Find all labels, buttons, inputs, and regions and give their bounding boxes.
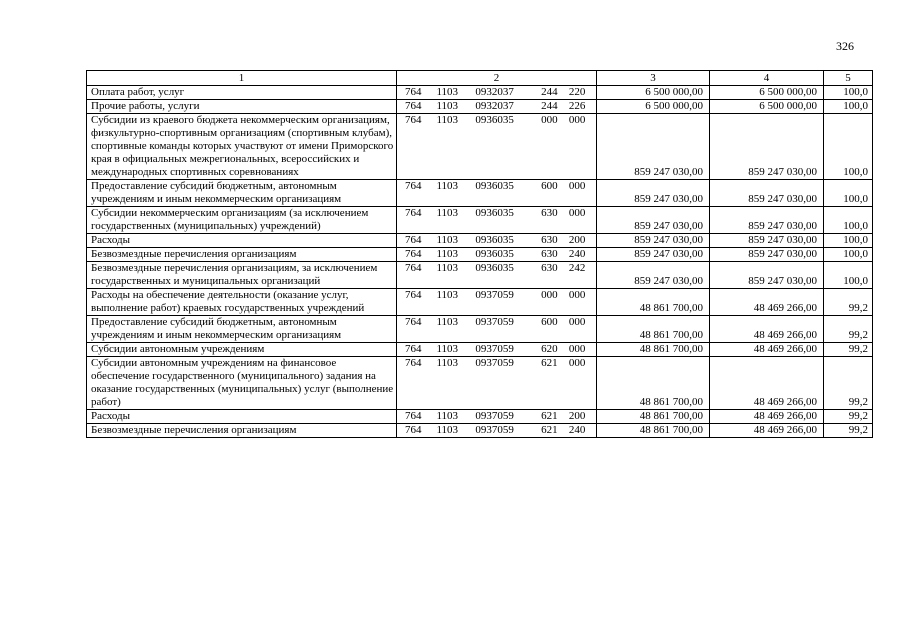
row-name-cell: Субсидии автономным учреждениям <box>87 343 397 357</box>
percent-cell: 100,0 <box>824 100 873 114</box>
executed-amount-cell: 859 247 030,00 <box>710 114 824 180</box>
planned-amount-cell: 859 247 030,00 <box>597 207 710 234</box>
row-name-cell: Расходы <box>87 410 397 424</box>
row-name-cell: Безвозмездные перечисления организациям <box>87 424 397 438</box>
budget-code: 764 <box>405 86 422 98</box>
page-number: 326 <box>836 39 854 53</box>
row-codes-cell <box>397 86 597 100</box>
row-name-cell: Оплата работ, услуг <box>87 86 397 100</box>
budget-code: 000 <box>568 316 586 328</box>
budget-code: 000 <box>568 114 586 126</box>
row-name-cell: Субсидии некоммерческим организациям (за исключением государственных (муниципальных) учреждений) <box>87 207 397 234</box>
row-codes-cell <box>397 289 597 316</box>
budget-code: 0932037 <box>475 100 514 112</box>
percent-cell: 100,0 <box>824 114 873 180</box>
budget-code: 630 <box>541 262 558 274</box>
percent-cell: 99,2 <box>824 410 873 424</box>
row-name-cell: Расходы на обеспечение деятельности (оказание услуг, выполнение работ) краевых государственных учреждений <box>87 289 397 316</box>
budget-code: 621 <box>541 357 558 369</box>
budget-code: 764 <box>405 424 422 436</box>
table-row <box>87 410 873 424</box>
row-codes-cell <box>397 357 597 410</box>
header-row <box>87 71 873 86</box>
budget-code: 226 <box>568 100 586 112</box>
row-codes-cell <box>397 100 597 114</box>
budget-code: 0936035 <box>475 207 514 219</box>
planned-amount-cell: 859 247 030,00 <box>597 180 710 207</box>
budget-table <box>86 70 873 438</box>
budget-code: 764 <box>405 410 422 422</box>
budget-code: 000 <box>568 207 586 219</box>
budget-code: 240 <box>568 248 586 260</box>
percent-cell: 100,0 <box>824 180 873 207</box>
row-codes-cell <box>397 410 597 424</box>
row-codes-cell <box>397 316 597 343</box>
codes-group <box>405 316 592 329</box>
column-header: 1 <box>87 71 397 86</box>
executed-amount-cell: 859 247 030,00 <box>710 207 824 234</box>
table-row <box>87 289 873 316</box>
percent-cell: 100,0 <box>824 248 873 262</box>
budget-code: 764 <box>405 180 422 192</box>
budget-code: 200 <box>568 410 586 422</box>
budget-code: 1103 <box>436 424 459 436</box>
budget-code: 0936035 <box>475 180 514 192</box>
row-codes-cell <box>397 343 597 357</box>
budget-code: 764 <box>405 289 422 301</box>
budget-code: 621 <box>541 410 558 422</box>
budget-code: 000 <box>568 357 586 369</box>
row-codes-cell <box>397 248 597 262</box>
table-row <box>87 424 873 438</box>
executed-amount-cell: 859 247 030,00 <box>710 262 824 289</box>
budget-code: 0937059 <box>475 343 514 355</box>
row-name-cell: Безвозмездные перечисления организациям, за исключением государственных и муниципальных организаций <box>87 262 397 289</box>
percent-cell: 99,2 <box>824 357 873 410</box>
executed-amount-cell: 48 469 266,00 <box>710 343 824 357</box>
budget-code: 000 <box>568 180 586 192</box>
budget-code: 240 <box>568 424 586 436</box>
planned-amount-cell: 48 861 700,00 <box>597 289 710 316</box>
percent-cell: 99,2 <box>824 316 873 343</box>
planned-amount-cell: 859 247 030,00 <box>597 114 710 180</box>
executed-amount-cell: 859 247 030,00 <box>710 180 824 207</box>
budget-code: 1103 <box>436 180 459 192</box>
budget-code: 1103 <box>436 248 459 260</box>
codes-group <box>405 248 592 261</box>
row-name-cell: Предоставление субсидий бюджетным, автономным учреждениям и иным некоммерческим организациям <box>87 316 397 343</box>
budget-code: 764 <box>405 357 422 369</box>
budget-code: 200 <box>568 234 586 246</box>
codes-group <box>405 207 592 220</box>
budget-code: 0937059 <box>475 357 514 369</box>
budget-code: 000 <box>541 289 558 301</box>
codes-group <box>405 180 592 193</box>
row-codes-cell <box>397 234 597 248</box>
budget-code: 1103 <box>436 100 459 112</box>
planned-amount-cell: 859 247 030,00 <box>597 262 710 289</box>
budget-code: 620 <box>541 343 558 355</box>
budget-code: 764 <box>405 234 422 246</box>
budget-code: 0936035 <box>475 234 514 246</box>
executed-amount-cell: 6 500 000,00 <box>710 86 824 100</box>
budget-code: 1103 <box>436 410 459 422</box>
executed-amount-cell: 48 469 266,00 <box>710 410 824 424</box>
budget-code: 220 <box>568 86 586 98</box>
budget-code: 764 <box>405 343 422 355</box>
percent-cell: 100,0 <box>824 207 873 234</box>
column-header: 5 <box>824 71 873 86</box>
budget-code: 0936035 <box>475 248 514 260</box>
budget-code: 1103 <box>436 262 459 274</box>
budget-code: 621 <box>541 424 558 436</box>
codes-group <box>405 424 592 437</box>
planned-amount-cell: 48 861 700,00 <box>597 357 710 410</box>
codes-group <box>405 100 592 113</box>
table-row <box>87 100 873 114</box>
budget-code: 764 <box>405 100 422 112</box>
percent-cell: 99,2 <box>824 289 873 316</box>
budget-code: 0936035 <box>475 114 514 126</box>
budget-code: 242 <box>568 262 586 274</box>
budget-code: 0936035 <box>475 262 514 274</box>
planned-amount-cell: 48 861 700,00 <box>597 424 710 438</box>
planned-amount-cell: 859 247 030,00 <box>597 248 710 262</box>
budget-code: 1103 <box>436 357 459 369</box>
budget-code: 764 <box>405 248 422 260</box>
budget-code: 244 <box>541 86 558 98</box>
percent-cell: 100,0 <box>824 86 873 100</box>
budget-code: 0937059 <box>475 424 514 436</box>
row-name-cell: Предоставление субсидий бюджетным, автономным учреждениям и иным некоммерческим организациям <box>87 180 397 207</box>
percent-cell: 99,2 <box>824 343 873 357</box>
row-codes-cell <box>397 114 597 180</box>
codes-group <box>405 343 592 356</box>
executed-amount-cell: 48 469 266,00 <box>710 289 824 316</box>
row-codes-cell <box>397 207 597 234</box>
planned-amount-cell: 48 861 700,00 <box>597 343 710 357</box>
budget-code: 764 <box>405 114 422 126</box>
budget-code: 600 <box>541 180 558 192</box>
budget-code: 764 <box>405 262 422 274</box>
codes-group <box>405 289 592 302</box>
codes-group <box>405 357 592 370</box>
codes-group <box>405 86 592 99</box>
budget-code: 764 <box>405 316 422 328</box>
budget-code: 1103 <box>436 207 459 219</box>
budget-code: 1103 <box>436 343 459 355</box>
budget-code: 000 <box>568 343 586 355</box>
budget-code: 600 <box>541 316 558 328</box>
executed-amount-cell: 6 500 000,00 <box>710 100 824 114</box>
table-row <box>87 262 873 289</box>
planned-amount-cell: 859 247 030,00 <box>597 234 710 248</box>
budget-code: 244 <box>541 100 558 112</box>
budget-code: 1103 <box>436 114 459 126</box>
table-row <box>87 343 873 357</box>
table-row <box>87 114 873 180</box>
table-row <box>87 86 873 100</box>
budget-code: 0932037 <box>475 86 514 98</box>
row-codes-cell <box>397 262 597 289</box>
column-header: 3 <box>597 71 710 86</box>
table-row <box>87 248 873 262</box>
table-row <box>87 316 873 343</box>
executed-amount-cell: 48 469 266,00 <box>710 316 824 343</box>
percent-cell: 100,0 <box>824 262 873 289</box>
codes-group <box>405 234 592 247</box>
percent-cell: 100,0 <box>824 234 873 248</box>
table-row <box>87 234 873 248</box>
column-header: 4 <box>710 71 824 86</box>
table-row <box>87 207 873 234</box>
budget-code: 0937059 <box>475 410 514 422</box>
row-name-cell: Прочие работы, услуги <box>87 100 397 114</box>
row-name-cell: Расходы <box>87 234 397 248</box>
table-row <box>87 357 873 410</box>
table-row <box>87 180 873 207</box>
row-name-cell: Субсидии автономным учреждениям на финансовое обеспечение государственного (муниципального) задания на оказание государственных (муниципальных) услуг (выполнение работ) <box>87 357 397 410</box>
codes-group <box>405 410 592 423</box>
budget-code: 0937059 <box>475 289 514 301</box>
budget-code: 630 <box>541 234 558 246</box>
planned-amount-cell: 48 861 700,00 <box>597 410 710 424</box>
row-name-cell: Безвозмездные перечисления организациям <box>87 248 397 262</box>
budget-code: 764 <box>405 207 422 219</box>
budget-code: 000 <box>568 289 586 301</box>
row-name-cell: Субсидии из краевого бюджета некоммерческим организациям, физкультурно-спортивным организациям (спортивным клубам), спортивные команды которых участвуют от имени Приморского края в официальных межрегиональных, всероссийских и международных спортивных соревнованиях <box>87 114 397 180</box>
planned-amount-cell: 6 500 000,00 <box>597 100 710 114</box>
percent-cell: 99,2 <box>824 424 873 438</box>
budget-code: 630 <box>541 248 558 260</box>
codes-group <box>405 114 592 127</box>
planned-amount-cell: 48 861 700,00 <box>597 316 710 343</box>
budget-code: 1103 <box>436 289 459 301</box>
planned-amount-cell: 6 500 000,00 <box>597 86 710 100</box>
budget-code: 1103 <box>436 316 459 328</box>
row-codes-cell <box>397 180 597 207</box>
executed-amount-cell: 48 469 266,00 <box>710 424 824 438</box>
executed-amount-cell: 859 247 030,00 <box>710 248 824 262</box>
budget-code: 1103 <box>436 234 459 246</box>
column-header: 2 <box>397 71 597 86</box>
row-codes-cell <box>397 424 597 438</box>
budget-code: 630 <box>541 207 558 219</box>
budget-code: 1103 <box>436 86 459 98</box>
executed-amount-cell: 859 247 030,00 <box>710 234 824 248</box>
executed-amount-cell: 48 469 266,00 <box>710 357 824 410</box>
budget-code: 000 <box>541 114 558 126</box>
budget-code: 0937059 <box>475 316 514 328</box>
codes-group <box>405 262 592 275</box>
